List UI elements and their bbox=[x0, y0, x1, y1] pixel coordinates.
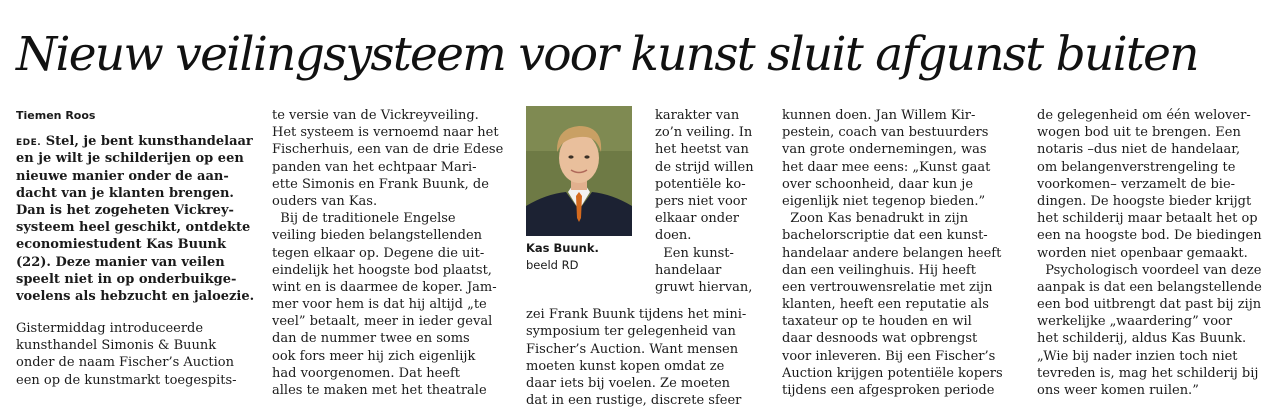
body-line: voor inleveren. Bij een Fischer’s bbox=[782, 348, 996, 364]
body-line: dingen. De hoogste bieder krijgt bbox=[1037, 193, 1252, 209]
body-line: symposium ter gelegenheid van bbox=[526, 324, 736, 340]
column-4 bbox=[782, 107, 1024, 399]
lead-line: dacht van je klanten brengen. bbox=[16, 185, 234, 201]
body-line: karakter van bbox=[655, 108, 740, 123]
body-line: kunsthandel Simonis & Buunk bbox=[16, 338, 217, 354]
body-line: notaris –dus niet de handelaar, bbox=[1037, 142, 1241, 158]
lead-line: Dan is het zogeheten Vickrey- bbox=[16, 202, 234, 218]
body-line: mer voor hem is dat hij altijd „te bbox=[272, 297, 487, 313]
body-line: doen. bbox=[655, 228, 692, 244]
body-line: om belangenverstrengeling te bbox=[1037, 159, 1236, 175]
body-line: zei Frank Buunk tijdens het mini- bbox=[526, 307, 747, 323]
lead-line: en je wilt je schilderijen op een bbox=[16, 151, 244, 167]
body-line: over schoonheid, daar kun je bbox=[782, 176, 974, 192]
body-line: dan een veilinghuis. Hij heeft bbox=[782, 262, 976, 278]
caption-name: Kas Buunk. bbox=[526, 241, 599, 255]
body-line: panden van het echtpaar Mari- bbox=[272, 159, 477, 175]
body-line: Bij de traditionele Engelse bbox=[272, 211, 456, 227]
body-line: elkaar onder bbox=[655, 211, 740, 227]
body-line: kunnen doen. Jan Willem Kir- bbox=[782, 108, 976, 123]
body-line: dan de nummer twee en soms bbox=[272, 331, 470, 347]
body-line: handelaar andere belangen heeft bbox=[782, 245, 1002, 261]
lead-line: nieuwe manier onder de aan- bbox=[16, 168, 229, 184]
body-line: van grote ondernemingen, was bbox=[782, 142, 987, 158]
dateline: EDE. bbox=[16, 138, 42, 149]
photo-caption bbox=[526, 240, 599, 274]
body-line: de gelegenheid om één welover- bbox=[1037, 108, 1251, 123]
body-line: voorkomen– verzamelt de bie- bbox=[1037, 176, 1236, 192]
body-line: ons weer komen ruilen.” bbox=[1037, 383, 1199, 398]
body-line: zo’n veiling. In bbox=[655, 125, 753, 141]
body-line: potentiële ko- bbox=[655, 176, 746, 192]
lead-line: economiestudent Kas Buunk bbox=[16, 237, 226, 253]
body-line: tevreden is, mag het schilderij bij bbox=[1037, 365, 1259, 381]
body-line: dat in een rustige, discrete sfeer bbox=[526, 393, 742, 409]
body-line: daar iets bij voelen. Ze moeten bbox=[526, 375, 731, 391]
body-line: Psychologisch voordeel van deze bbox=[1037, 262, 1262, 278]
body-line: taxateur op te houden en wil bbox=[782, 314, 972, 330]
column-1 bbox=[16, 107, 256, 389]
author-byline: Tiemen Roos bbox=[16, 109, 96, 122]
body-line: moeten kunst kopen omdat ze bbox=[526, 358, 725, 374]
body-line: gruwt hiervan, bbox=[655, 279, 753, 295]
body-line: tegen elkaar op. Degene die uit- bbox=[272, 245, 485, 261]
lead-line: (22). Deze manier van veilen bbox=[16, 254, 225, 270]
body-line: had voorgenomen. Dat heeft bbox=[272, 365, 460, 381]
body-line: daar desnoods wat opbrengst bbox=[782, 331, 978, 347]
body-line: wogen bod uit te brengen. Een bbox=[1037, 125, 1241, 141]
body-line: te versie van de Vickreyveiling. bbox=[272, 108, 479, 123]
body-line: Zoon Kas benadrukt in zijn bbox=[782, 211, 969, 227]
body-line: het schilderij maar betaalt het op bbox=[1037, 211, 1258, 227]
body-line: alles te maken met het theatrale bbox=[272, 383, 487, 398]
portrait-illustration bbox=[526, 106, 632, 236]
article-headline: Nieuw veilingsysteem voor kunst sluit afgunst buiten bbox=[16, 27, 1198, 82]
body-line: werkelijke „waardering” voor bbox=[1037, 314, 1233, 330]
body-line: bachelorscriptie dat een kunst- bbox=[782, 228, 988, 244]
body-line: handelaar bbox=[655, 262, 722, 278]
body-line: Gistermiddag introduceerde bbox=[16, 321, 204, 337]
lead-line: voelens als hebzucht en jaloezie. bbox=[16, 288, 255, 304]
column-2 bbox=[272, 107, 512, 399]
body-line: ette Simonis en Frank Buunk, de bbox=[272, 176, 489, 192]
body-line: de strijd willen bbox=[655, 159, 754, 175]
column-5 bbox=[1037, 107, 1277, 399]
body-line: klanten, heeft een reputatie als bbox=[782, 297, 989, 313]
body-line: ouders van Kas. bbox=[272, 193, 378, 209]
body-line: „Wie bij nader inzien toch niet bbox=[1037, 348, 1238, 364]
caption-credit: beeld RD bbox=[526, 258, 579, 273]
column-3-narrow bbox=[655, 107, 767, 296]
body-line: aanpak is dat een belangstellende bbox=[1037, 279, 1262, 295]
lead-line: EDE. Stel, je bent kunsthandelaar bbox=[16, 134, 253, 150]
body-line: een vertrouwensrelatie met zijn bbox=[782, 279, 993, 295]
body-line: tijdens een afgesproken periode bbox=[782, 383, 995, 398]
body-line: het daar mee eens: „Kunst gaat bbox=[782, 159, 991, 175]
body-line: Fischer’s Auction. Want mensen bbox=[526, 341, 739, 357]
column-3-wide bbox=[526, 306, 768, 409]
body-line: onder de naam Fischer’s Auction bbox=[16, 355, 235, 371]
body-line: pers niet voor bbox=[655, 193, 747, 209]
body-line: eindelijk het hoogste bod plaatst, bbox=[272, 262, 492, 278]
body-line: een na hoogste bod. De biedingen bbox=[1037, 228, 1262, 244]
body-line: wint en is daarmee de koper. Jam- bbox=[272, 279, 497, 295]
body-line: Het systeem is vernoemd naar het bbox=[272, 125, 499, 141]
body-line: ook fors meer hij zich eigenlijk bbox=[272, 348, 476, 364]
body-line: pestein, coach van bestuurders bbox=[782, 125, 989, 141]
body-line: een op de kunstmarkt toegespits- bbox=[16, 372, 237, 388]
lead-line: systeem heel geschikt, ontdekte bbox=[16, 220, 251, 236]
body-line: worden niet openbaar gemaakt. bbox=[1037, 245, 1248, 261]
body-line: een bod uitbrengt dat past bij zijn bbox=[1037, 297, 1262, 313]
body-line: het schilderij, aldus Kas Buunk. bbox=[1037, 331, 1247, 347]
body-line: Een kunst- bbox=[655, 245, 734, 261]
body-line: het heetst van bbox=[655, 142, 749, 158]
lead-line: speelt niet in op onderbuikge- bbox=[16, 271, 237, 287]
portrait-photo bbox=[526, 106, 632, 236]
body-line: Fischerhuis, een van de drie Edese bbox=[272, 142, 504, 158]
body-line: eigenlijk niet tegenop bieden.” bbox=[782, 193, 986, 209]
body-line: veel” betaalt, meer in ieder geval bbox=[272, 314, 493, 330]
body-line: veiling bieden belangstellenden bbox=[272, 228, 483, 244]
body-line: Auction krijgen potentiële kopers bbox=[782, 365, 1003, 381]
